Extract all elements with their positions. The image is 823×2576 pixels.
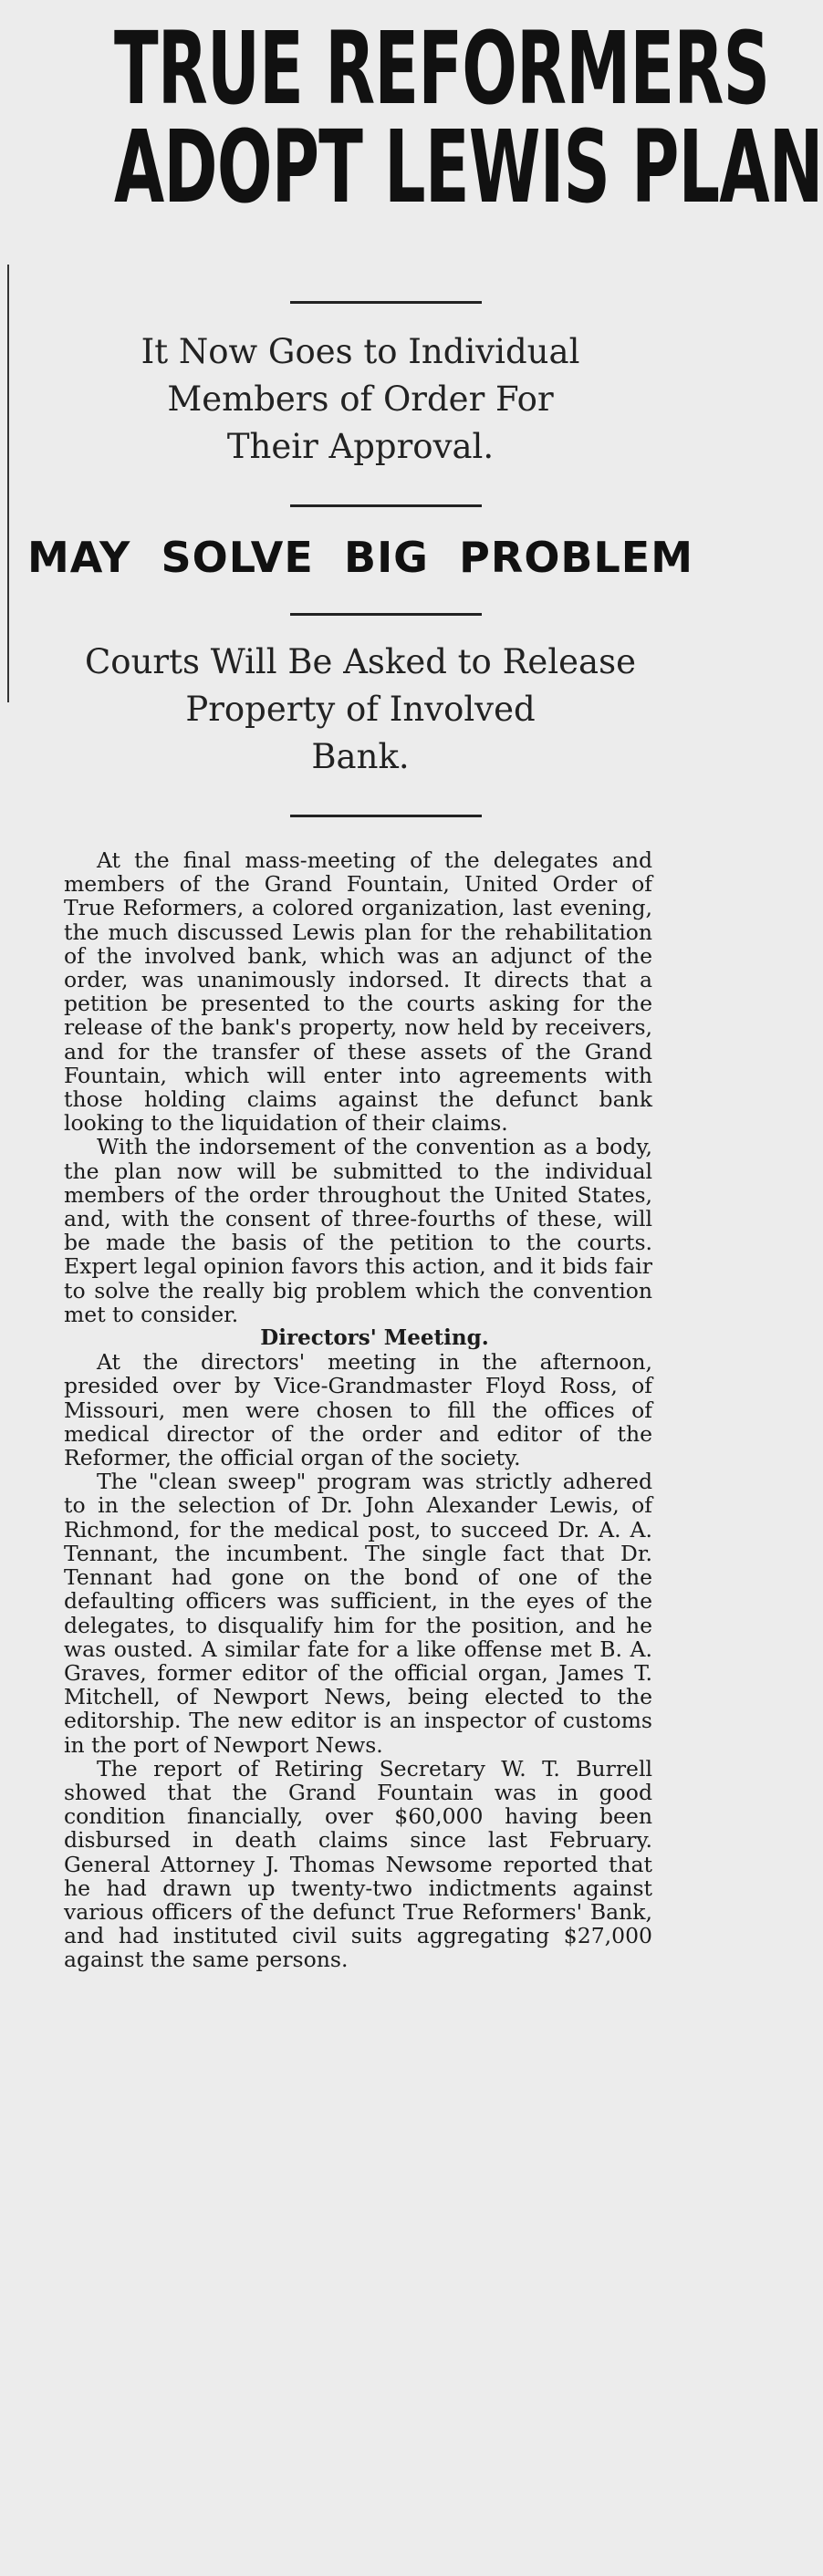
headline-line-1: TRUE REFORMERS (114, 10, 770, 127)
divider-rule (290, 613, 482, 616)
banner-headline: MAY SOLVE BIG PROBLEM (27, 533, 693, 582)
subhead: Directors' Meeting. (260, 1325, 489, 1351)
paragraph: With the indorsement of the convention as a body, the plan now will be submitted to the individual members of the order throughout the United States, and, with the consent of three-fourths of these, will be made the basis of the petition to the courts. Expert legal opinion favors this action, and it bids fair to solve the really big problem which the convention met to consider. (64, 1134, 652, 1327)
paragraph: The "clean sweep" program was strictly adhered to in the selection of Dr. John Alexander Lewis, of Richmond, for the medical post, to succeed Dr. A. A. Tennant, the incumbent. The single fact that Dr. Tennant had gone on the bond of one of the defaulting officers was sufficient, in the eyes of the delegates, to disqualify him for the position, and he was ousted. A similar fate for a like offense met B. A. Graves, former editor of the official organ, James T. Mitchell, of Newport News, being elected to the editorship. The new editor is an inspector of customs in the port of Newport News. (64, 1469, 652, 1758)
deck-1: It Now Goes to Individual Members of Order For Their Approval. (141, 332, 580, 466)
paragraph: At the final mass-meeting of the delegates and members of the Grand Fountain, United Order of True Reformers, a colored organization, last evening, the much discussed Lewis plan for the rehabilitation of the involved bank, which was an adjunct of the order, was unanimously indorsed. It directs that a petition be presented to the courts asking for the release of the bank's property, now held by receivers, and for the transfer of these assets of the Grand Fountain, which will enter into agreements with those holding claims against the defunct bank looking to the liquidation of their claims. (64, 847, 652, 1137)
article-body (64, 848, 652, 1972)
headline-line-2: ADOPT LEWIS PLAN (114, 109, 823, 225)
column-rule (7, 265, 9, 702)
deck-2: Courts Will Be Asked to Release Property of Involved Bank. (84, 642, 636, 776)
paragraph: At the directors' meeting in the afternoon, presided over by Vice-Grandmaster Floyd Ross, of Missouri, men were chosen to fill the offices of medical director of the order and editor of the Reformer, the official organ of the society. (64, 1349, 652, 1471)
divider-rule (290, 301, 482, 304)
divider-rule (290, 815, 482, 817)
divider-rule (290, 504, 482, 507)
paragraph: The report of Retiring Secretary W. T. Burrell showed that the Grand Fountain was in good condition financially, over $60,000 having been disbursed in death claims since last February. General Attorney J. Thomas Newsome reported that he had drawn up twenty-two indictments against various officers of the defunct True Reformers' Bank, and had instituted civil suits aggregating $27,000 against the same persons. (64, 1755, 652, 1973)
